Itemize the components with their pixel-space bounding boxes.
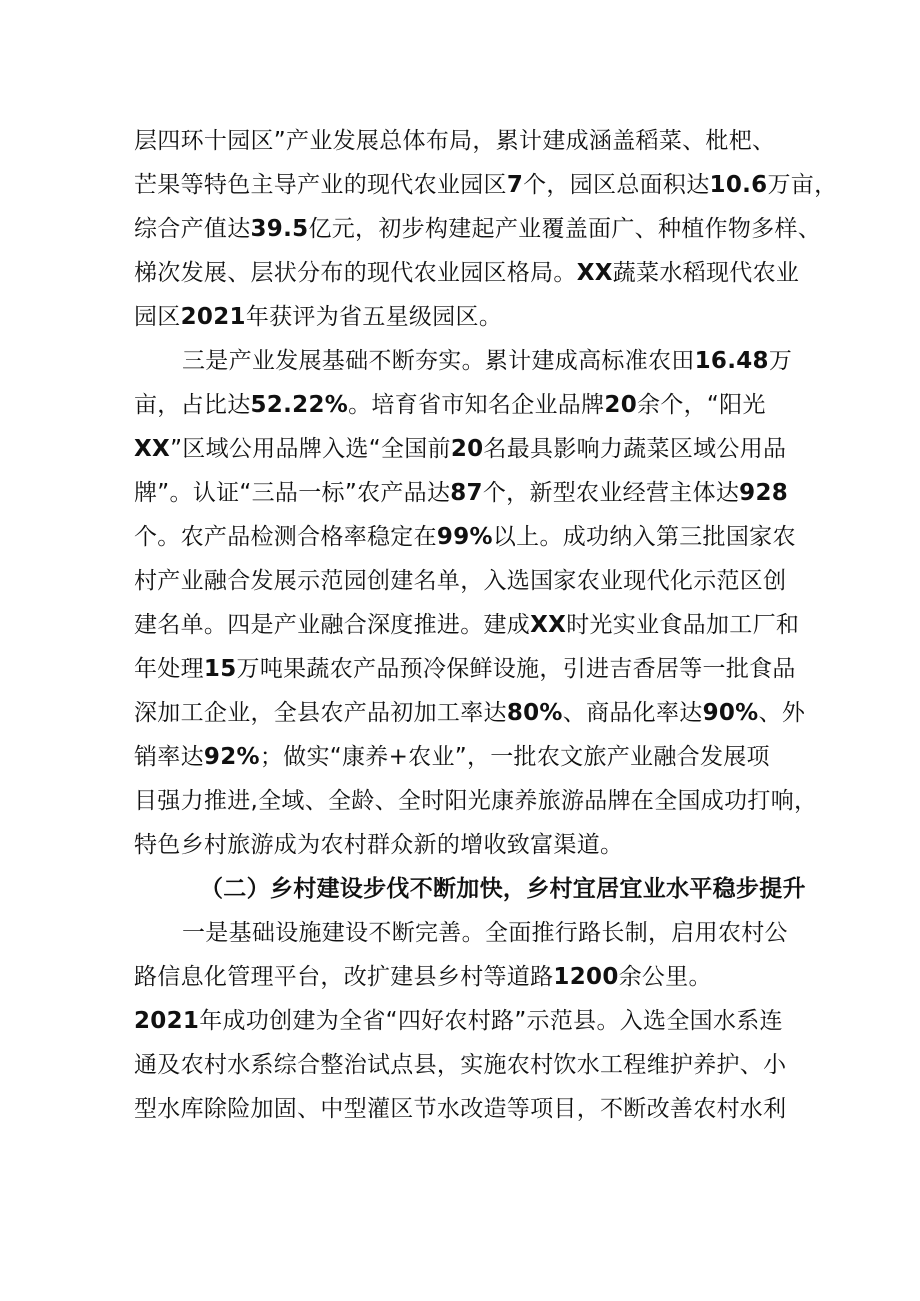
text-line: 综合产值达39.5亿元，初步构建起产业覆盖面广、种植作物多样、	[134, 216, 822, 242]
text-line: 深加工企业，全县农产品初加工率达80%、商品化率达90%、外	[134, 700, 806, 726]
section-heading: （二）乡村建设步伐不断加快，乡村宜居宜业水平稳步提升	[200, 876, 806, 902]
paragraph-first-line: 一是基础设施建设不断完善。全面推行路长制，启用农村公	[182, 920, 788, 946]
numeric-token: 2021	[134, 1008, 200, 1034]
text-line: 特色乡村旅游成为农村群众新的增收致富渠道。	[134, 832, 624, 858]
numeric-token: 39.5	[250, 216, 309, 242]
text-line: 层四环十园区”产业发展总体布局，累计建成涵盖稻菜、枇杷、	[134, 128, 776, 154]
text-line: 建名单。四是产业融合深度推进。建成XX时光实业食品加工厂和	[134, 612, 800, 638]
text-line: 2021年成功创建为全省“四好农村路”示范县。入选全国水系连	[134, 1008, 783, 1034]
numeric-token: 10.6	[709, 172, 768, 198]
text-line: 亩，占比达52.22%。培育省市知名企业品牌20余个，“阳光	[134, 392, 766, 418]
numeric-token: 16.48	[694, 348, 769, 374]
numeric-token: 1200	[553, 964, 619, 990]
numeric-token: 20	[604, 392, 638, 418]
text-line: 梯次发展、层状分布的现代农业园区格局。XX蔬菜水稻现代农业	[134, 260, 800, 286]
text-line: 年处理15万吨果蔬农产品预冷保鲜设施，引进吉香居等一批食品	[134, 656, 796, 682]
numeric-token: 52.22%	[250, 392, 349, 418]
text-line: 通及农村水系综合整治试点县，实施农村饮水工程维护养护、小	[134, 1052, 787, 1078]
paragraph-first-line: 三是产业发展基础不断夯实。累计建成高标准农田16.48万	[182, 348, 793, 374]
text-line: 型水库除险加固、中型灌区节水改造等项目，不断改善农村水利	[134, 1096, 787, 1122]
numeric-token: XX	[134, 436, 171, 462]
numeric-token: XX	[530, 612, 567, 638]
numeric-token: 90%	[702, 700, 759, 726]
text-line: XX”区域公用品牌入选“全国前20名最具影响力蔬菜区域公用品	[134, 436, 787, 462]
text-line: 目强力推进,全域、全龄、全时阳光康养旅游品牌在全国成功打响，	[134, 788, 818, 814]
text-line: 路信息化管理平台，改扩建县乡村等道路1200余公里。	[134, 964, 712, 990]
numeric-token: 80%	[506, 700, 563, 726]
text-line: 村产业融合发展示范园创建名单，入选国家农业现代化示范区创	[134, 568, 787, 594]
text-line: 个。农产品检测合格率稳定在99%以上。成功纳入第三批国家农	[134, 524, 796, 550]
numeric-token: 92%	[203, 744, 260, 770]
numeric-token: 20	[450, 436, 484, 462]
numeric-token: 99%	[436, 524, 493, 550]
numeric-token: 7	[506, 172, 524, 198]
numeric-token: 87	[450, 480, 483, 506]
text-line: 牌”。认证“三品一标”农产品达87个，新型农业经营主体达928	[134, 480, 789, 506]
numeric-token: 928	[739, 480, 789, 506]
text-line: 销率达92%；做实“康养+农业”，一批农文旅产业融合发展项	[134, 744, 770, 770]
numeric-token: 15	[203, 656, 237, 682]
text-line: 园区2021年获评为省五星级园区。	[134, 304, 503, 330]
numeric-token: 2021	[180, 304, 246, 330]
text-line: 芒果等特色主导产业的现代农业园区7个，园区总面积达10.6万亩，	[134, 172, 838, 198]
numeric-token: XX	[576, 260, 613, 286]
